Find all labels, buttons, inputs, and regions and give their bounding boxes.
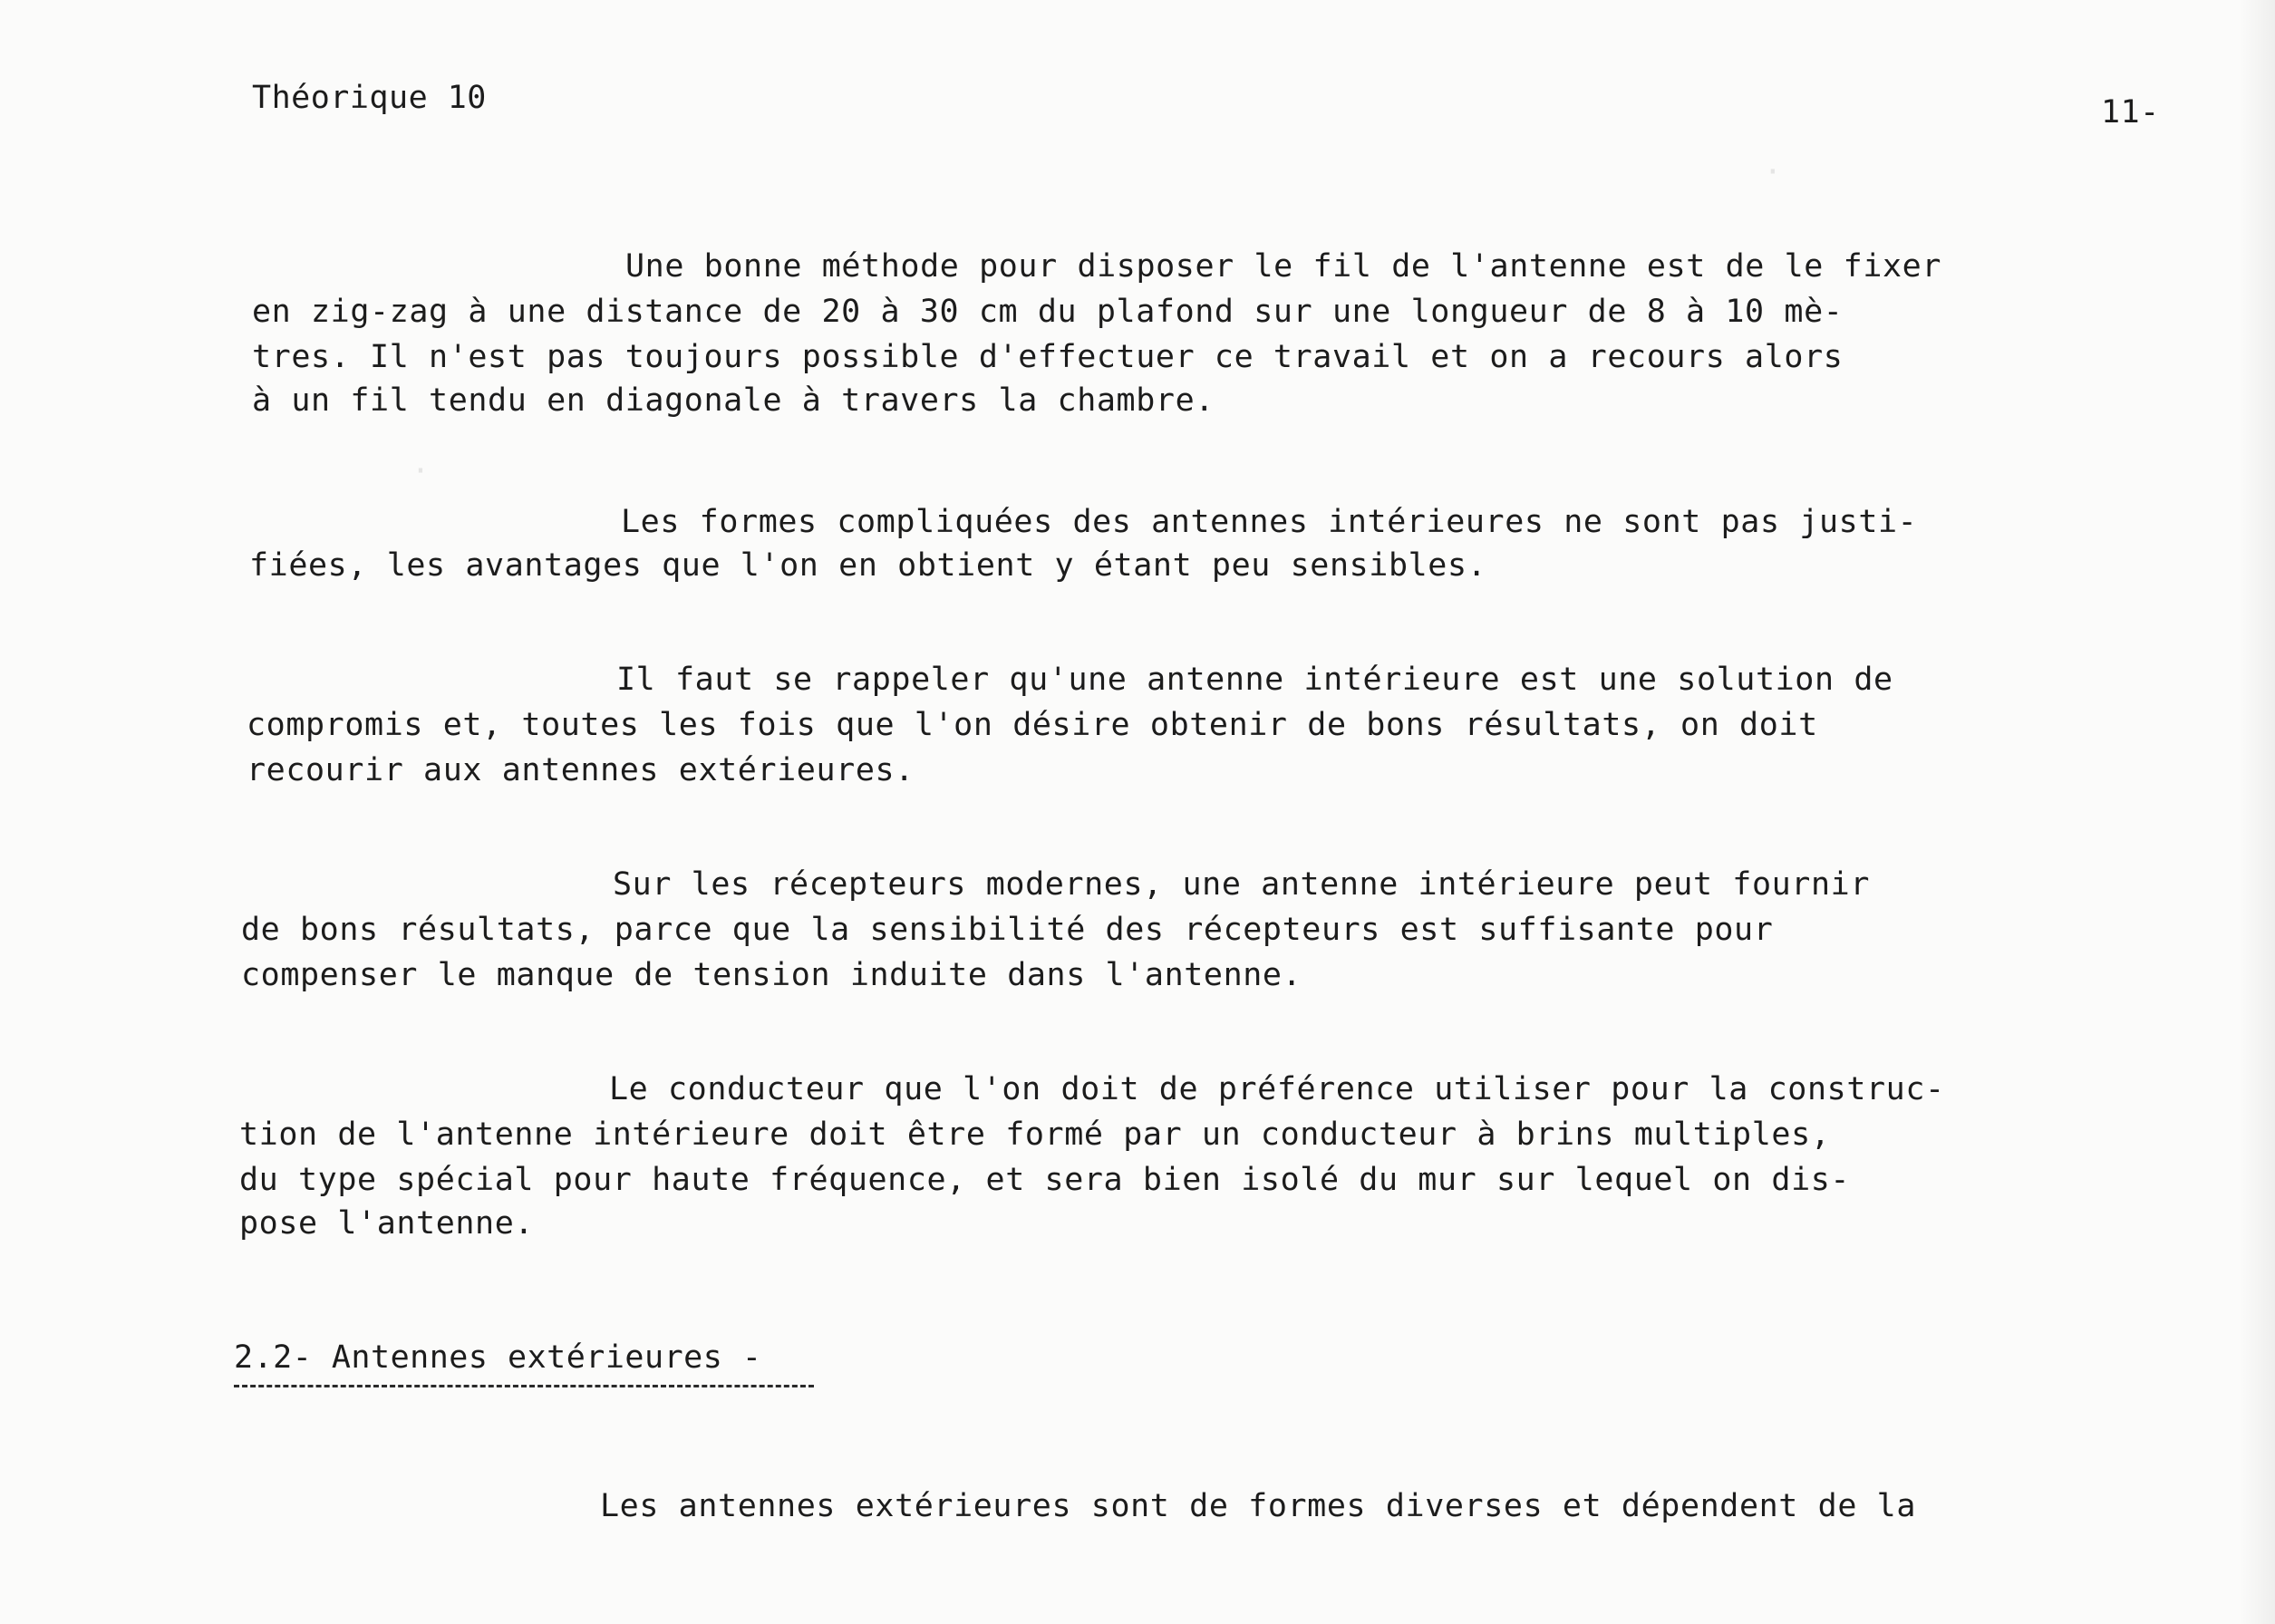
bleed-through-decoration: · [263, 453, 431, 489]
paragraph-line: Les antennes extérieures sont de formes diverses et dépendent de la [600, 1488, 1917, 1524]
paragraph-line: tion de l'antenne intérieure doit être formé par un conducteur à brins multiples, [239, 1116, 1831, 1153]
page-number: 11- [2101, 94, 2160, 130]
paragraph-line: fiées, les avantages que l'on en obtient y étant peu sensibles. [249, 547, 1487, 584]
paragraph-line: tres. Il n'est pas toujours possible d'effectuer ce travail et on a recours alors [252, 339, 1844, 375]
paragraph-line: Une bonne méthode pour disposer le fil de l'antenne est de le fixer [625, 248, 1942, 285]
bleed-through-decoration: · [1541, 154, 1783, 190]
section-heading: 2.2- Antennes extérieures - [234, 1339, 762, 1376]
paragraph-line: du type spécial pour haute fréquence, et sera bien isolé du mur sur lequel on dis- [239, 1162, 1851, 1198]
paragraph-line: en zig-zag à une distance de 20 à 30 cm du plafond sur une longueur de 8 à 10 mè- [252, 294, 1844, 330]
paragraph-line: Le conducteur que l'on doit de préférence utiliser pour la construc- [609, 1071, 1945, 1107]
paragraph-line: recourir aux antennes extérieures. [247, 752, 915, 788]
paragraph-line: Les formes compliquées des antennes intérieures ne sont pas justi- [621, 504, 1918, 540]
page-edge-shadow [2239, 0, 2275, 1624]
paragraph-line: à un fil tendu en diagonale à travers la chambre. [252, 382, 1215, 419]
paragraph-line: Il faut se rappeler qu'une antenne intérieure est une solution de [616, 662, 1893, 698]
running-header: Théorique 10 [252, 80, 487, 116]
paragraph-line: compenser le manque de tension induite dans l'antenne. [241, 957, 1302, 993]
section-heading-underline [234, 1385, 814, 1387]
paragraph-line: de bons résultats, parce que la sensibilité des récepteurs est suffisante pour [241, 912, 1774, 948]
paragraph-line: Sur les récepteurs modernes, une antenne intérieure peut fournir [613, 866, 1870, 903]
paragraph-line: pose l'antenne. [239, 1205, 535, 1242]
paragraph-line: compromis et, toutes les fois que l'on désire obtenir de bons résultats, on doit [247, 707, 1818, 743]
